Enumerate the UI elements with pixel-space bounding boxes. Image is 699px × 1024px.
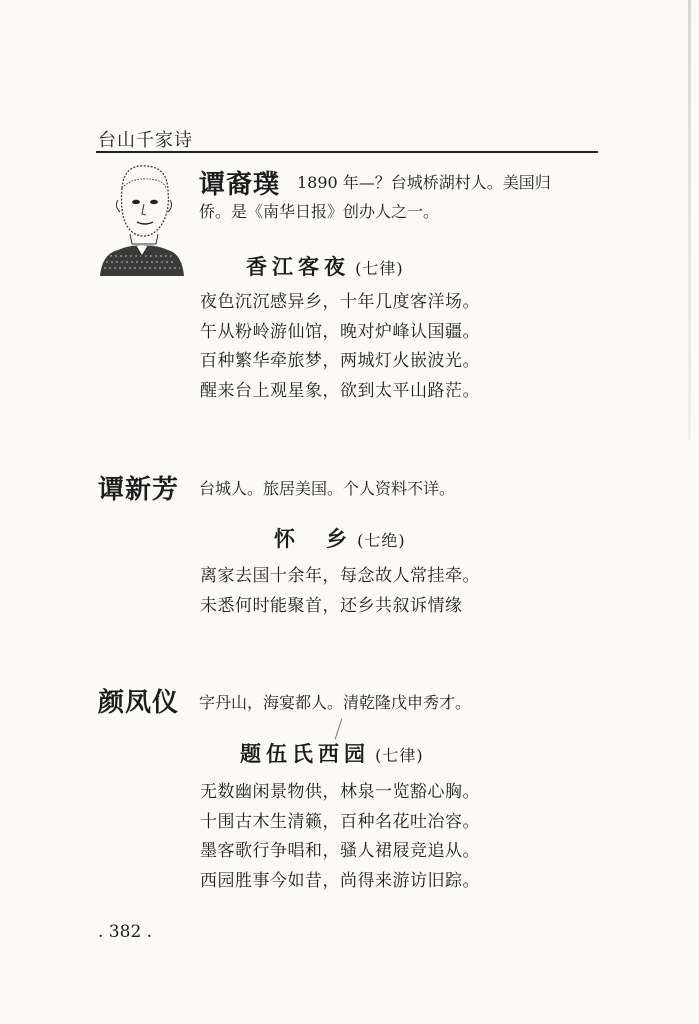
poem-verse <box>200 778 480 896</box>
verse-line: 醒来台上观星象，欲到太平山路茫。 <box>200 380 480 401</box>
verse-line: 百种繁华牵旅梦，两城灯火嵌波光。 <box>200 351 480 371</box>
poem-title: 题伍氏西园 <box>240 742 370 766</box>
poem-verse <box>200 562 480 621</box>
poet-name: 谭裔璞 <box>199 170 281 200</box>
poem-heading <box>274 523 406 553</box>
running-header-title: 台山千家诗 <box>98 130 193 151</box>
poet-name: 颜凤仪 <box>98 688 180 718</box>
poet-bio: 1890 年—？台城桥湖村人。美国归 <box>297 173 551 192</box>
verse-line: 夜色沉沉感异乡，十年几度客洋场。 <box>200 292 480 312</box>
verse-line: 十围古木生清籁，百种名花吐冶容。 <box>200 811 480 832</box>
poem-title: 香江客夜 <box>246 255 350 279</box>
verse-line: 未悉何时能聚首，还乡共叙诉情缘 <box>200 595 463 616</box>
verse-line: 墨客歌行争唱和，骚人裙屐竞追从。 <box>200 841 480 861</box>
verse-line: 午从粉岭游仙馆，晚对炉峰认国疆。 <box>200 321 480 342</box>
poem-heading <box>246 251 404 281</box>
verse-line: 西园胜事今如昔，尚得来游访旧踪。 <box>200 870 480 891</box>
poem-title: 怀 乡 <box>274 527 352 551</box>
scan-mark <box>335 718 343 739</box>
header-rule <box>96 151 598 153</box>
poem-verse <box>200 288 480 406</box>
verse-line: 离家去国十余年，每念故人常挂牵。 <box>200 566 480 586</box>
poem-form: (七律) <box>375 746 424 765</box>
poem-heading <box>240 738 424 768</box>
poet-bio: 台城人。旅居美国。个人资料不详。 <box>199 479 456 498</box>
page-edge-shadow <box>688 0 691 440</box>
poem-form: (七绝) <box>357 531 406 550</box>
poet-bio: 字丹山，海宴都人。清乾隆戊申秀才。 <box>199 693 472 712</box>
page-number: . 382 . <box>98 922 153 942</box>
poet-name: 谭新芳 <box>98 475 180 505</box>
verse-line: 无数幽闲景物供，林泉一览豁心胸。 <box>200 782 480 802</box>
poet-portrait-image <box>96 158 188 276</box>
poem-form: (七律) <box>355 259 404 278</box>
poet-bio: 侨。是《南华日报》创办人之一。 <box>199 202 440 221</box>
